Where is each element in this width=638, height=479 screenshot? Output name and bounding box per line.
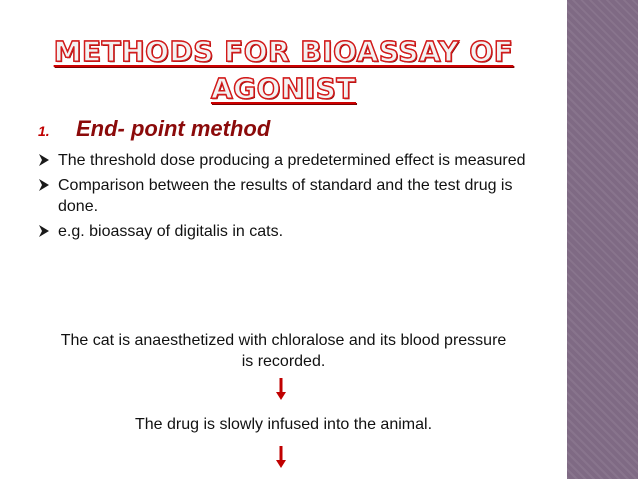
side-decoration-band: [567, 0, 638, 479]
bullet-item: [38, 175, 538, 217]
bullet-text: e.g. bioassay of digitalis in cats.: [58, 223, 284, 240]
flow-step-1: [0, 330, 567, 372]
bullet-item: [38, 150, 538, 171]
arrow-bullet-icon: [38, 224, 50, 238]
down-arrow-icon: [276, 378, 286, 400]
bullet-text: The threshold dose producing a predetermined effect is measured: [58, 152, 526, 169]
arrow-bullet-icon: [38, 178, 50, 192]
flow-step-1-line-2: is recorded.: [241, 353, 326, 370]
bullet-item: [38, 221, 538, 242]
bullet-list: [38, 150, 538, 246]
slide-title: [0, 33, 567, 107]
flow-step-1-line-1: The cat is anaesthetized with chloralose and its blood pressure: [60, 332, 507, 349]
flow-step-2: The drug is slowly infused into the animal.: [134, 416, 433, 433]
down-arrow-icon: [276, 446, 286, 468]
title-line-2: AGONIST: [210, 72, 357, 105]
section-number: 1.: [38, 123, 50, 139]
section-heading: [38, 114, 270, 146]
bullet-text: Comparison between the results of standard and the test drug is done.: [58, 177, 513, 215]
title-line-1: METHODS FOR BIOASSAY OF: [53, 35, 514, 68]
arrow-bullet-icon: [38, 153, 50, 167]
section-heading-text: End- point method: [76, 116, 271, 141]
